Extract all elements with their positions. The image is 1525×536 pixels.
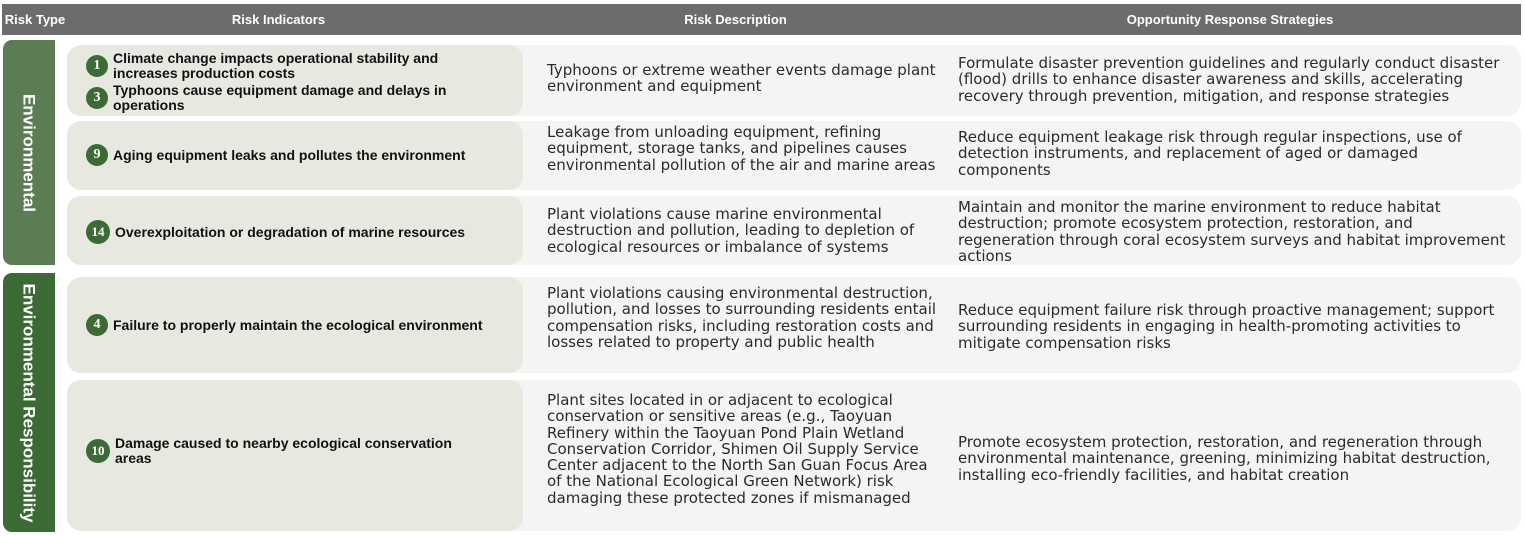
risk-description: Plant violations cause marine environmental destruction and pollution, leading to depletion of ecological resources or imbalance of systems bbox=[547, 205, 915, 256]
indicator-number-badge: 1 bbox=[86, 55, 108, 77]
risk-indicator-cell bbox=[67, 121, 523, 190]
opportunity-strategy: Promote ecosystem protection, restoration, and regeneration through environmental maintenance, greening, minimizing habitat destruction, installing eco-friendly facilities, and habitat creation bbox=[958, 433, 1491, 484]
header-risk-type: Risk Type bbox=[4, 12, 66, 27]
header-risk-description: Risk Description bbox=[684, 12, 787, 27]
risk-indicator-item bbox=[86, 83, 503, 113]
category-environmental bbox=[3, 40, 55, 265]
indicator-number-badge: 3 bbox=[86, 87, 108, 109]
indicator-text: Climate change impacts operational stability and increases production costs bbox=[113, 50, 439, 81]
category-label: Environmental Responsibility bbox=[19, 283, 39, 522]
indicator-text: Overexploitation or degradation of marine resources bbox=[115, 223, 466, 240]
indicator-text: Failure to properly maintain the ecological environment bbox=[113, 316, 483, 333]
risk-indicator-cell bbox=[67, 196, 523, 265]
risk-description: Plant violations causing environmental destruction, pollution, and losses to surrounding residents entail compensation risks, including restoration costs and losses related to property and public health bbox=[547, 284, 937, 351]
indicator-number-badge: 10 bbox=[86, 439, 110, 463]
risk-indicator-cell bbox=[67, 45, 523, 116]
indicator-number-badge: 14 bbox=[86, 220, 110, 244]
risk-indicator-item bbox=[86, 220, 515, 244]
risk-indicator-item bbox=[86, 314, 488, 336]
risk-description: Plant sites located in or adjacent to ecological conservation or sensitive areas (e.g., Taoyuan Refinery within the Taoyuan Pond Plain Wetland Conservation Corridor, Shimen Oil Supply Service Center adjacent to the North San Guan Focus Area of the National Ecological Green Network) risk damaging these protected zones if mismanaged bbox=[547, 391, 928, 507]
risk-description: Leakage from unloading equipment, refining equipment, storage tanks, and pipelines causes environmental pollution of the air and marine areas bbox=[547, 123, 936, 174]
opportunity-strategy: Formulate disaster prevention guidelines and regularly conduct disaster (flood) drills to enhance disaster awareness and skills, accelerating recovery through prevention, mitigation, and response strategies bbox=[958, 54, 1500, 105]
category-environmental-responsibility bbox=[3, 273, 55, 532]
risk-indicator-cell bbox=[67, 380, 523, 531]
risk-description: Typhoons or extreme weather events damage plant environment and equipment bbox=[547, 61, 936, 96]
opportunity-strategy: Reduce equipment leakage risk through regular inspections, use of detection instruments, and replacement of aged or damaged components bbox=[958, 128, 1462, 179]
risk-indicator-item bbox=[86, 436, 490, 466]
indicator-number-badge: 4 bbox=[86, 314, 108, 336]
table-header bbox=[2, 4, 1521, 35]
indicator-text: Damage caused to nearby ecological conservation areas bbox=[115, 435, 452, 466]
indicator-text: Aging equipment leaks and pollutes the environment bbox=[113, 146, 466, 163]
header-opportunity-strategies: Opportunity Response Strategies bbox=[1126, 12, 1334, 27]
risk-indicator-item bbox=[86, 51, 503, 81]
header-risk-indicators: Risk Indicators bbox=[231, 12, 326, 27]
indicator-text: Typhoons cause equipment damage and delays in operations bbox=[113, 82, 447, 113]
opportunity-strategy: Reduce equipment failure risk through proactive management; support surrounding residents in engaging in health-promoting activities to mitigate compensation risks bbox=[958, 301, 1495, 352]
risk-indicator-item bbox=[86, 144, 513, 166]
indicator-number-badge: 9 bbox=[86, 144, 108, 166]
risk-indicator-cell bbox=[67, 277, 523, 373]
opportunity-strategy: Maintain and monitor the marine environment to reduce habitat destruction; promote ecosystem protection, restoration, and regeneration through coral ecosystem surveys and habitat improvement actions bbox=[958, 198, 1506, 265]
category-label: Environmental bbox=[19, 93, 39, 212]
